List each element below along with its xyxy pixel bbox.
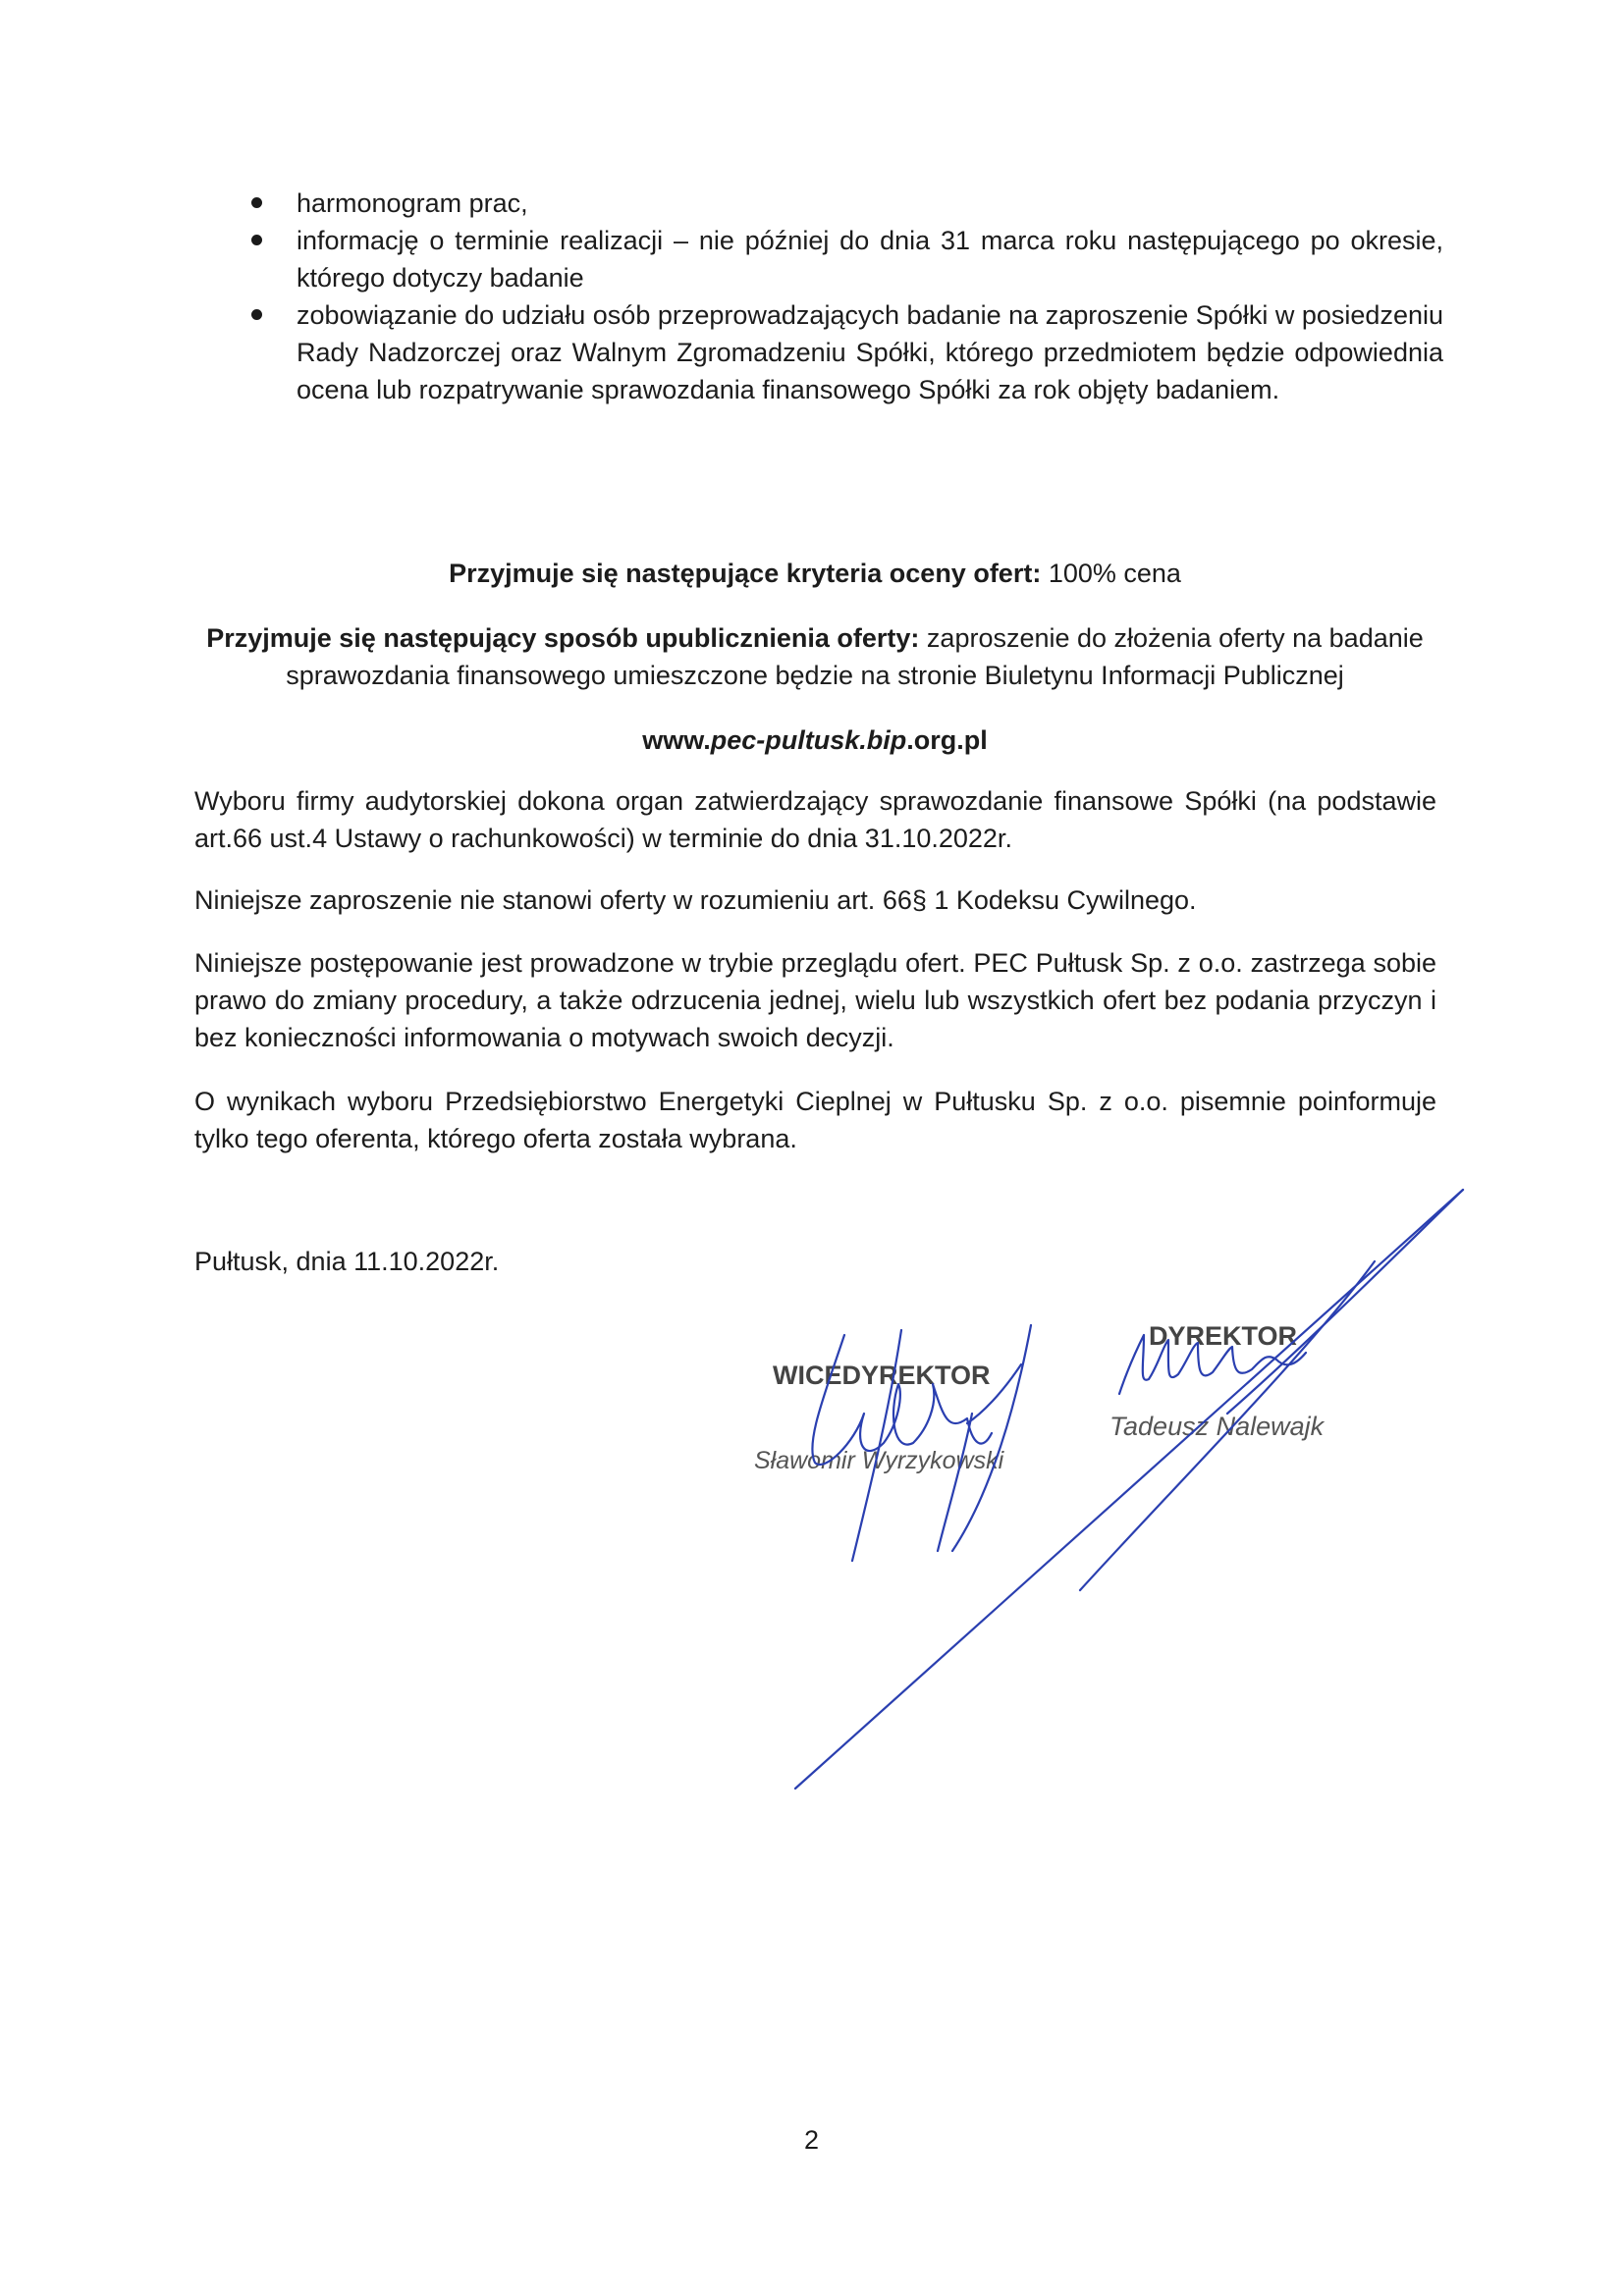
list-item: harmonogram prac, xyxy=(236,185,1443,222)
publication-label: Przyjmuje się następujący sposób upublicznienia oferty: xyxy=(206,623,920,653)
not-offer-paragraph: Niniejsze zaproszenie nie stanowi oferty w rozumieniu art. 66§ 1 Kodeksu Cywilnego. xyxy=(194,885,1197,915)
results-paragraph: O wynikach wyboru Przedsiębiorstwo Energetyki Cieplnej w Pułtusku Sp. z o.o. pisemnie poinformuje tylko tego oferenta, którego oferta została wybrana. xyxy=(194,1087,1436,1153)
place-date: Pułtusk, dnia 11.10.2022r. xyxy=(194,1247,500,1276)
auditor-selection-paragraph: Wyboru firmy audytorskiej dokona organ zatwierdzający sprawozdanie finansowe Spółki (na podstawie art.66 ust.4 Ustawy o rachunkowości) w terminie do dnia 31.10.2022r. xyxy=(194,786,1436,853)
procedure-paragraph: Niniejsze postępowanie jest prowadzone w trybie przeglądu ofert. PEC Pułtusk Sp. z o.o. zastrzega sobie prawo do zmiany procedury, a także odrzucenia jednej, wielu lub wszystkich ofert bez podania przyczyn i bez konieczności informowania o motywach swoich decyzji. xyxy=(194,948,1436,1052)
director-signature xyxy=(795,1190,1463,1789)
vice-director-stamp-title: WICEDYREKTOR xyxy=(773,1361,991,1390)
publication-value: zaproszenie do złożenia oferty na badanie sprawozdania finansowego umieszczone będzie na stronie Biuletynu Informacji Publicznej xyxy=(286,623,1424,690)
bip-url[interactable]: www.pec-pultusk.bip.org.pl xyxy=(642,725,988,755)
director-stamp-title: DYREKTOR xyxy=(1149,1321,1298,1351)
criteria-label: Przyjmuje się następujące kryteria oceny ofert: xyxy=(449,559,1042,588)
page-number: 2 xyxy=(803,2125,820,2155)
list-item: zobowiązanie do udziału osób przeprowadzających badanie na zaproszenie Spółki w posiedzeniu Rady Nadzorczej oraz Walnym Zgromadzeniu Spółki, którego przedmiotem będzie odpowiednia ocena lub rozpatrywanie sprawozdania finansowego Spółki za rok objęty badaniem. xyxy=(236,296,1443,408)
vice-director-stamp-name: Sławomir Wyrzykowski xyxy=(754,1447,1004,1474)
criteria-value: 100% cena xyxy=(1041,559,1181,588)
director-stamp-name: Tadeusz Nalewajk xyxy=(1109,1412,1325,1441)
list-item: informację o terminie realizacji – nie później do dnia 31 marca roku następującego po okresie, którego dotyczy badanie xyxy=(236,222,1443,296)
